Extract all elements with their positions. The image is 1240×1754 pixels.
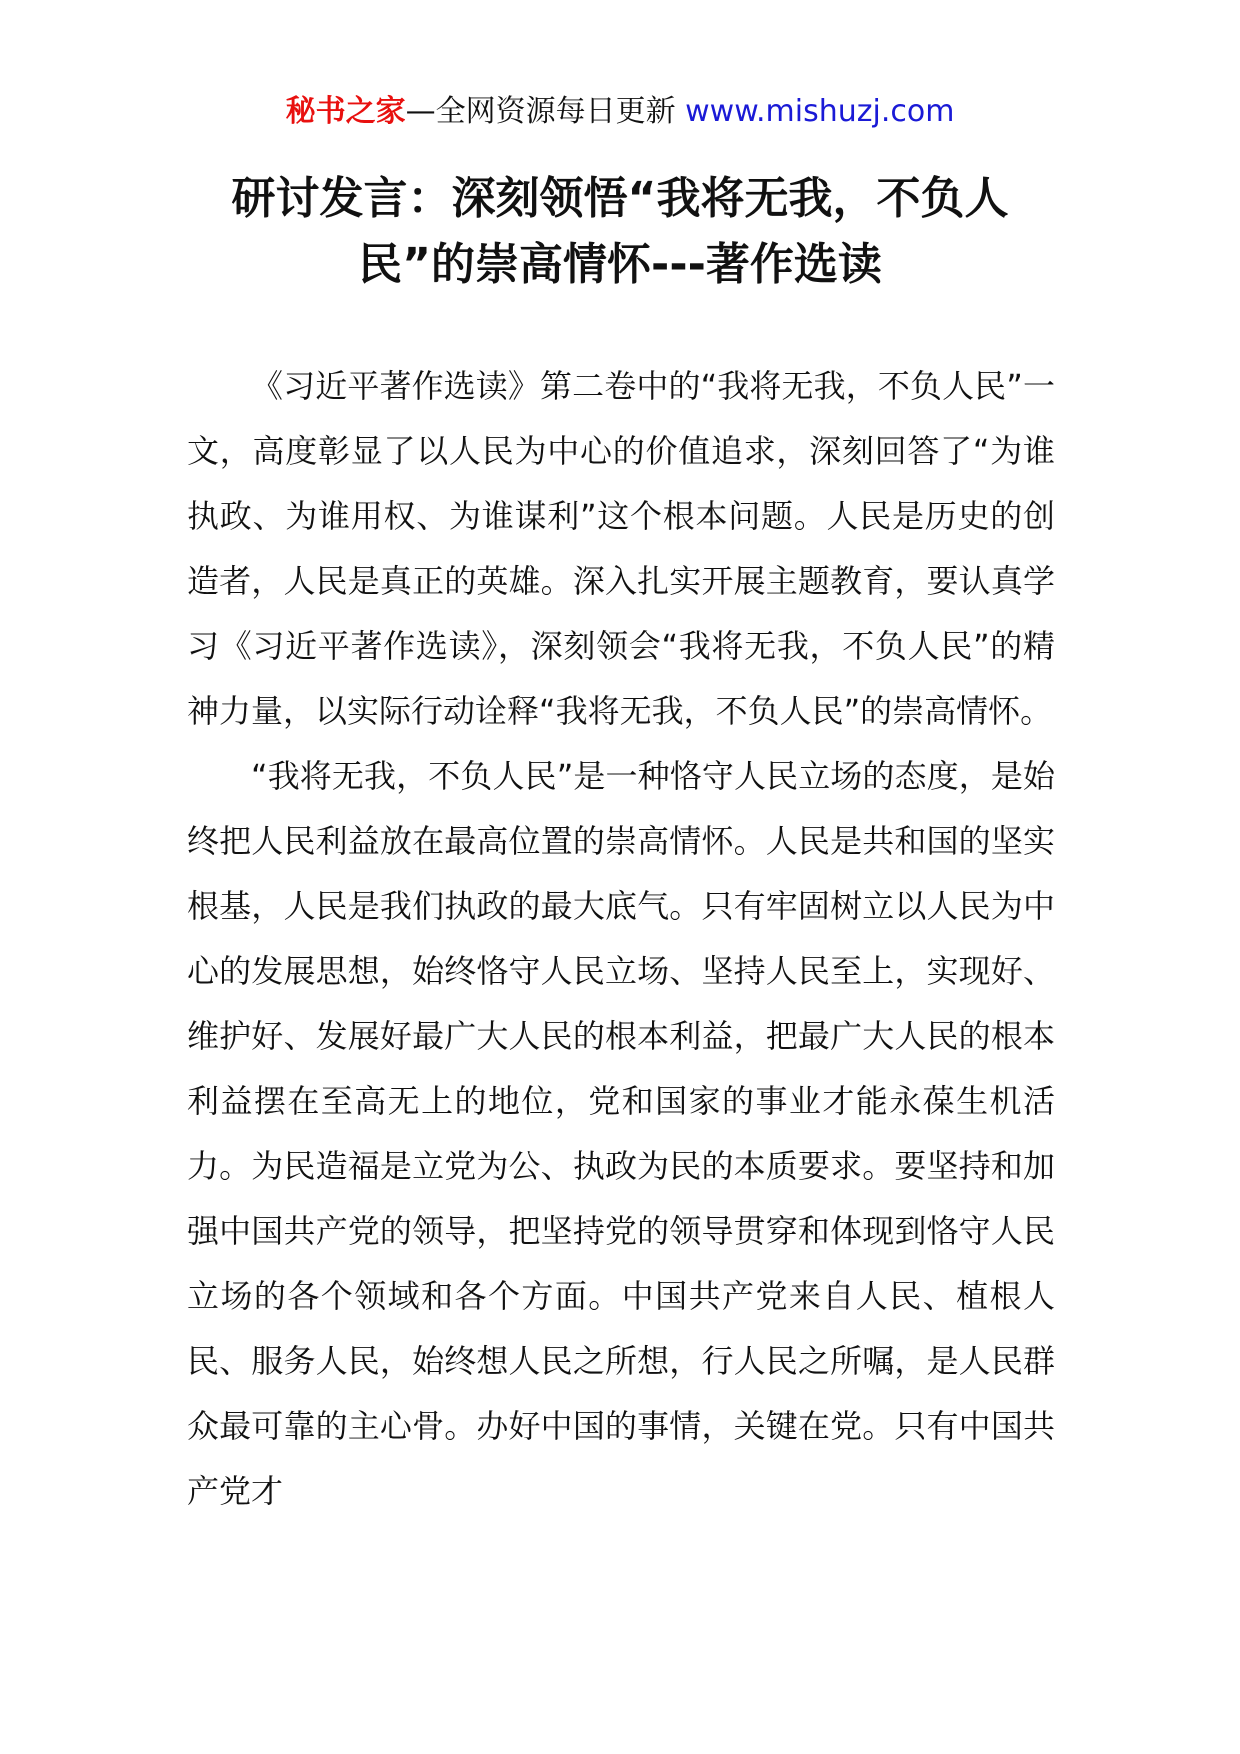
site-brand: 秘书之家 bbox=[285, 94, 406, 129]
body-paragraph: 《习近平著作选读》第二卷中的“我将无我，不负人民”一文，高度彰显了以人民为中心的价值追求，深刻回答了“为谁执政、为谁用权、为谁谋利”这个根本问题。人民是历史的创造者，人民是真正的英雄。深入扎实开展主题教育，要认真学习《习近平著作选读》，深刻领会“我将无我，不负人民”的精神力量，以实际行动诠释“我将无我，不负人民”的崇高情怀。 bbox=[187, 367, 1055, 730]
site-slogan: —全网资源每日更新 bbox=[405, 94, 686, 129]
site-header bbox=[0, 92, 1240, 132]
body-paragraph: “我将无我，不负人民”是一种恪守人民立场的态度，是始终把人民利益放在最高位置的崇高情怀。人民是共和国的坚实根基，人民是我们执政的最大底气。只有牢固树立以人民为中心的发展思想，始终恪守人民立场、坚持人民至上，实现好、维护好、发展好最广大人民的根本利益，把最广大人民的根本利益摆在至高无上的地位，党和国家的事业才能永葆生机活力。为民造福是立党为公、执政为民的本质要求。要坚持和加强中国共产党的领导，把坚持党的领导贯穿和体现到恪守人民立场的各个领域和各个方面。中国共产党来自人民、植根人民、服务人民，始终想人民之所想，行人民之所嘱，是人民群众最可靠的主心骨。办好中国的事情，关键在党。只有中国共产党才 bbox=[187, 757, 1055, 1510]
document-title: 研讨发言：深刻领悟“我将无我，不负人民”的崇高情怀---著作选读 bbox=[231, 173, 1009, 290]
site-url-link[interactable]: www.mishuzj.com bbox=[685, 94, 955, 129]
document-body bbox=[187, 354, 1055, 1524]
